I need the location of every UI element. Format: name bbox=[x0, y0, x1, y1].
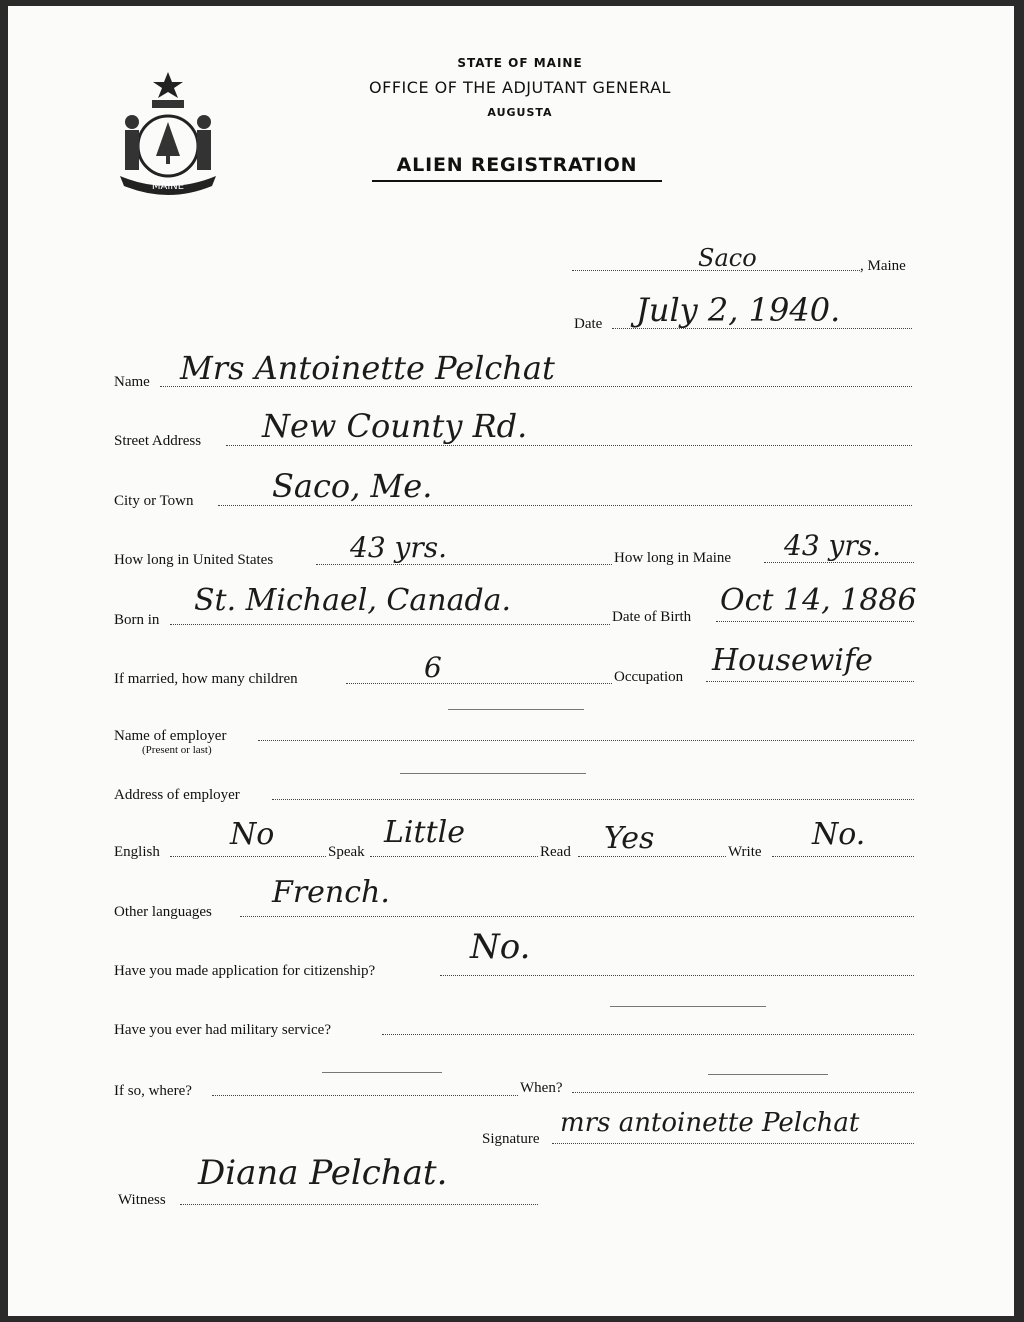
seal-text: MAINE bbox=[151, 181, 185, 192]
employer-sub-label: (Present or last) bbox=[142, 744, 212, 756]
how-long-maine-value: 43 yrs. bbox=[784, 529, 882, 562]
date-label: Date bbox=[574, 316, 603, 332]
city-value: Saco, Me. bbox=[272, 467, 433, 505]
place-value: Saco bbox=[698, 244, 757, 272]
how-long-us-value: 43 yrs. bbox=[350, 531, 448, 564]
witness-line bbox=[180, 1204, 538, 1205]
how-long-maine-label: How long in Maine bbox=[614, 550, 732, 566]
how-long-us-line bbox=[316, 564, 612, 565]
occupation-line bbox=[706, 681, 914, 682]
dob-label: Date of Birth bbox=[612, 609, 692, 625]
military-line bbox=[382, 1034, 914, 1035]
city-heading: AUGUSTA bbox=[487, 106, 553, 119]
street-line bbox=[226, 445, 912, 446]
write-line bbox=[772, 856, 914, 857]
employer-address-line bbox=[272, 799, 914, 800]
born-in-label: Born in bbox=[114, 612, 160, 628]
speak-label: Speak bbox=[328, 844, 365, 860]
write-value: No. bbox=[812, 817, 866, 852]
occupation-label: Occupation bbox=[614, 669, 684, 685]
office-heading: OFFICE OF THE ADJUTANT GENERAL bbox=[369, 78, 671, 97]
read-line bbox=[578, 856, 726, 857]
other-languages-label: Other languages bbox=[114, 904, 212, 920]
other-languages-line bbox=[240, 916, 914, 917]
employer-address-blank-mark bbox=[400, 773, 586, 774]
employer-blank-mark bbox=[448, 709, 584, 710]
witness-label: Witness bbox=[118, 1192, 166, 1208]
dob-line bbox=[716, 621, 914, 622]
english-label: English bbox=[114, 844, 160, 860]
english-value: No bbox=[230, 817, 275, 852]
children-value: 6 bbox=[424, 651, 442, 684]
how-long-maine-line bbox=[764, 562, 914, 563]
speak-value: Little bbox=[384, 815, 465, 850]
read-label: Read bbox=[540, 844, 571, 860]
dob-value: Oct 14, 1886 bbox=[720, 583, 917, 618]
english-line bbox=[170, 856, 326, 857]
where-blank-mark bbox=[322, 1072, 442, 1073]
how-long-us-label: How long in United States bbox=[114, 552, 274, 568]
where-line bbox=[212, 1095, 518, 1096]
when-label: When? bbox=[520, 1080, 563, 1096]
speak-line bbox=[370, 856, 538, 857]
witness-value: Diana Pelchat. bbox=[198, 1153, 448, 1193]
signature-line bbox=[552, 1143, 914, 1144]
place-suffix-label: , Maine bbox=[860, 258, 906, 274]
employer-label: Name of employer bbox=[114, 728, 227, 744]
name-label: Name bbox=[114, 374, 150, 390]
date-value: July 2, 1940. bbox=[636, 291, 841, 329]
name-value: Mrs Antoinette Pelchat bbox=[180, 349, 555, 387]
form-title: ALIEN REGISTRATION bbox=[372, 154, 662, 182]
street-value: New County Rd. bbox=[262, 407, 528, 445]
street-label: Street Address bbox=[114, 433, 202, 449]
when-line bbox=[572, 1092, 914, 1093]
city-label: City or Town bbox=[114, 493, 194, 509]
children-label: If married, how many children bbox=[114, 671, 298, 687]
employer-address-label: Address of employer bbox=[114, 787, 240, 803]
citizenship-label: Have you made application for citizenship? bbox=[114, 963, 376, 979]
when-blank-mark bbox=[708, 1074, 828, 1075]
registration-form-page bbox=[8, 6, 1014, 1316]
military-blank-mark bbox=[610, 1006, 766, 1007]
born-in-value: St. Michael, Canada. bbox=[194, 583, 512, 618]
occupation-value: Housewife bbox=[712, 643, 873, 678]
city-line bbox=[218, 505, 912, 506]
state-heading: STATE OF MAINE bbox=[457, 56, 583, 70]
other-languages-value: French. bbox=[272, 875, 390, 910]
citizenship-line bbox=[440, 975, 914, 976]
born-in-line bbox=[170, 624, 610, 625]
read-value: Yes bbox=[604, 821, 655, 856]
where-label: If so, where? bbox=[114, 1083, 192, 1099]
military-label: Have you ever had military service? bbox=[114, 1022, 331, 1038]
children-line bbox=[346, 683, 612, 684]
signature-label: Signature bbox=[482, 1131, 540, 1147]
signature-value: mrs antoinette Pelchat bbox=[560, 1108, 860, 1138]
write-label: Write bbox=[728, 844, 762, 860]
citizenship-value: No. bbox=[470, 927, 531, 967]
employer-line bbox=[258, 740, 914, 741]
